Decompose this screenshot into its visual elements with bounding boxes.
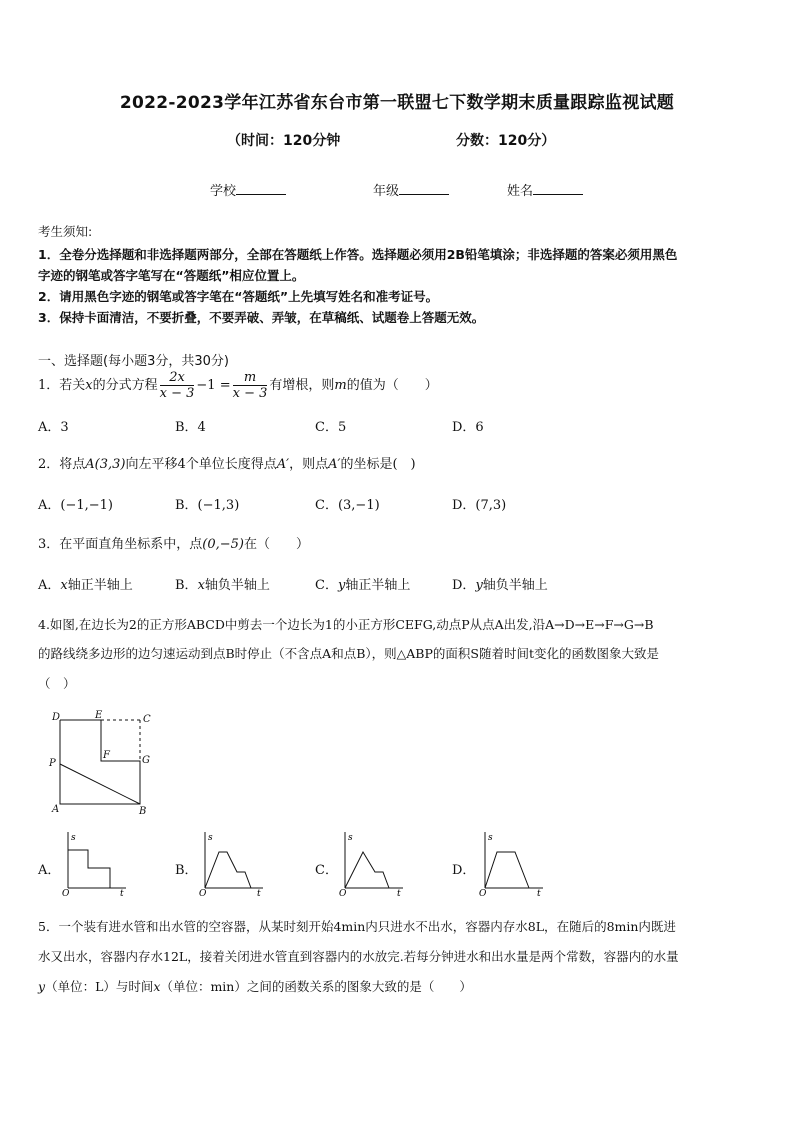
grade-field — [373, 180, 449, 199]
q1-option-b[interactable]: B．4 — [175, 420, 206, 435]
q2-option-d[interactable]: D．(7,3) — [452, 498, 507, 513]
q3-point: (0,−5) — [202, 537, 244, 552]
q4-graph-a-o: O — [62, 889, 70, 898]
q4-graph-c[interactable] — [337, 828, 407, 898]
q4-graph-d-t: t — [537, 889, 541, 898]
q3-a-var: x — [60, 578, 68, 593]
q1-f2-num: m — [233, 370, 268, 386]
q4-graph-d-o: O — [479, 889, 487, 898]
school-label: 学校 — [210, 184, 237, 199]
q3-a-label: A． — [38, 578, 61, 593]
section-heading: 一、选择题(每小题3分，共30分) — [38, 354, 229, 369]
q4-graph-b-o: O — [199, 889, 207, 898]
q3-option-b[interactable] — [175, 574, 270, 593]
q3-option-d[interactable] — [452, 574, 548, 593]
q4-graph-c-o: O — [339, 889, 347, 898]
q5-line-3a: （单位：L）与时间 — [45, 979, 154, 994]
q1-fraction-2 — [233, 370, 268, 401]
q4-graph-b-s: s — [208, 833, 213, 843]
q4-graph-b[interactable] — [197, 828, 267, 898]
q1-suffix: 有增根，则 — [269, 378, 335, 393]
q2-option-b[interactable]: B．(−1,3) — [175, 498, 240, 513]
question-3 — [38, 533, 309, 552]
q4-figure — [44, 708, 164, 818]
exam-score: 分数：120分） — [456, 133, 556, 149]
page-title: 2022-2023学年江苏省东台市第一联盟七下数学期末质量跟踪监视试题 — [119, 93, 675, 113]
q3-a-text: 轴正半轴上 — [67, 578, 133, 593]
q4-option-d-label[interactable]: D． — [452, 863, 476, 878]
q4-graph-b-t: t — [257, 889, 261, 898]
q4-graph-c-curve — [345, 852, 389, 888]
q4-graph-d-curve — [485, 852, 529, 888]
notice-item-2: 2．请用黑色字迹的钢笔或答字笔在“答题纸”上先填写姓名和准考证号。 — [38, 289, 439, 304]
q2-option-a[interactable]: A．(−1,−1) — [38, 498, 113, 513]
notice-title: 考生须知: — [38, 224, 93, 239]
notice-item-1b: 字迹的钢笔或答字笔写在“答题纸”相应位置上。 — [38, 268, 305, 283]
q3-c-var: y — [337, 578, 346, 593]
q2-mid2: ，则点 — [289, 457, 329, 472]
q1-var-m: m — [334, 378, 347, 393]
q2-a-prime-2: A′ — [328, 457, 341, 472]
q1-end: 的值为（ ） — [346, 378, 438, 393]
q1-f1-num: 2x — [160, 370, 195, 386]
q5-line-2: 水又出水，容器内存水12L，接着关闭进水管直到容器内的水放完.若每分钟进水和出水量是两个常数，容器内的水量 — [38, 949, 679, 964]
q4-label-c: C — [143, 714, 151, 725]
q1-var-x: x — [85, 378, 93, 393]
q3-d-var: y — [475, 578, 483, 593]
q4-label-f: F — [103, 750, 110, 761]
q4-label-d: D — [52, 712, 61, 723]
q2-a-prime: A′ — [276, 457, 290, 472]
q1-mid: 的分式方程 — [92, 378, 158, 393]
q3-prefix: 3．在平面直角坐标系中，点 — [38, 537, 203, 552]
q3-c-text: 轴正半轴上 — [345, 578, 411, 593]
q4-option-c-label[interactable]: C． — [315, 863, 338, 878]
q1-minus-one: −1 = — [196, 378, 231, 393]
q5-line-3 — [38, 977, 472, 995]
q1-prefix: 1．若关 — [38, 378, 86, 393]
q4-polygon — [60, 720, 140, 804]
q1-option-a[interactable]: A．3 — [38, 420, 69, 435]
q4-option-b-label[interactable]: B． — [175, 863, 198, 878]
name-label: 姓名 — [507, 184, 534, 199]
q5-var-x: x — [153, 979, 161, 994]
q2-mid: 向左平移4个单位长度得点 — [125, 457, 277, 472]
q4-graph-d[interactable] — [477, 828, 547, 898]
q3-d-text: 轴负半轴上 — [482, 578, 548, 593]
notice-item-3: 3．保持卡面清洁，不要折叠，不要弄破、弄皱，在草稿纸、试题卷上答题无效。 — [38, 310, 485, 325]
q3-c-label: C． — [315, 578, 338, 593]
q4-graph-a-s: s — [71, 833, 76, 843]
q1-option-d[interactable]: D．6 — [452, 420, 484, 435]
q4-label-b: B — [139, 806, 147, 817]
q5-line-1: 5．一个装有进水管和出水管的空容器，从某时刻开始4min内只进水不出水，容器内存水8L，在随后的8min内既进 — [38, 919, 676, 934]
q3-option-a[interactable] — [38, 574, 133, 593]
question-2 — [38, 453, 416, 472]
grade-label: 年级 — [373, 184, 400, 199]
q4-label-p: P — [49, 758, 56, 769]
q4-graph-c-t: t — [397, 889, 401, 898]
exam-time: （时间：120分钟 — [227, 133, 341, 149]
q4-graph-d-s: s — [488, 833, 493, 843]
q1-f2-den: x − 3 — [232, 386, 268, 401]
q4-line-3: （ ） — [38, 676, 76, 691]
q4-graph-b-curve — [205, 852, 251, 888]
q4-segment-pb — [60, 764, 140, 804]
q4-label-g: G — [142, 755, 150, 766]
notice-item-1a: 1．全卷分选择题和非选择题两部分，全部在答题纸上作答。选择题必须用2B铅笔填涂；非选择题的答案必须用黑色 — [38, 247, 678, 262]
q2-option-c[interactable]: C．(3,−1) — [315, 498, 380, 513]
q4-graph-a[interactable] — [60, 828, 130, 898]
q1-f1-den: x − 3 — [159, 386, 195, 401]
q5-var-y: y — [38, 979, 46, 994]
q2-end: 的坐标是( ) — [340, 457, 416, 472]
q4-label-a: A — [52, 804, 60, 815]
q1-option-c[interactable]: C．5 — [315, 420, 347, 435]
school-field — [210, 180, 286, 199]
q4-graph-c-s: s — [348, 833, 353, 843]
q3-end: 在（ ） — [244, 537, 310, 552]
name-field — [507, 180, 583, 199]
q5-line-3b: （单位：min）之间的函数关系的图象大致的是（ ） — [160, 979, 472, 994]
q4-graph-a-t: t — [120, 889, 124, 898]
q3-option-c[interactable] — [315, 574, 410, 593]
q3-d-label: D． — [452, 578, 476, 593]
q3-b-text: 轴负半轴上 — [204, 578, 270, 593]
q4-graph-a-curve — [68, 850, 110, 888]
question-1 — [38, 370, 438, 401]
q1-fraction-1 — [160, 370, 195, 401]
q3-b-label: B． — [175, 578, 198, 593]
q4-label-e: E — [95, 710, 103, 721]
q2-point-a: A(3,3) — [85, 457, 126, 472]
q4-line-2: 的路线绕多边形的边匀速运动到点B时停止（不含点A和点B），则△ABP的面积S随着时间t变化的函数图象大致是 — [38, 646, 659, 661]
q4-option-a-label[interactable]: A． — [38, 863, 61, 878]
q3-b-var: x — [197, 578, 205, 593]
q4-line-1: 4.如图,在边长为2的正方形ABCD中剪去一个边长为1的小正方形CEFG,动点P从点A出发,沿A→D→E→F→G→B — [38, 617, 654, 632]
q2-prefix: 2．将点 — [38, 457, 86, 472]
